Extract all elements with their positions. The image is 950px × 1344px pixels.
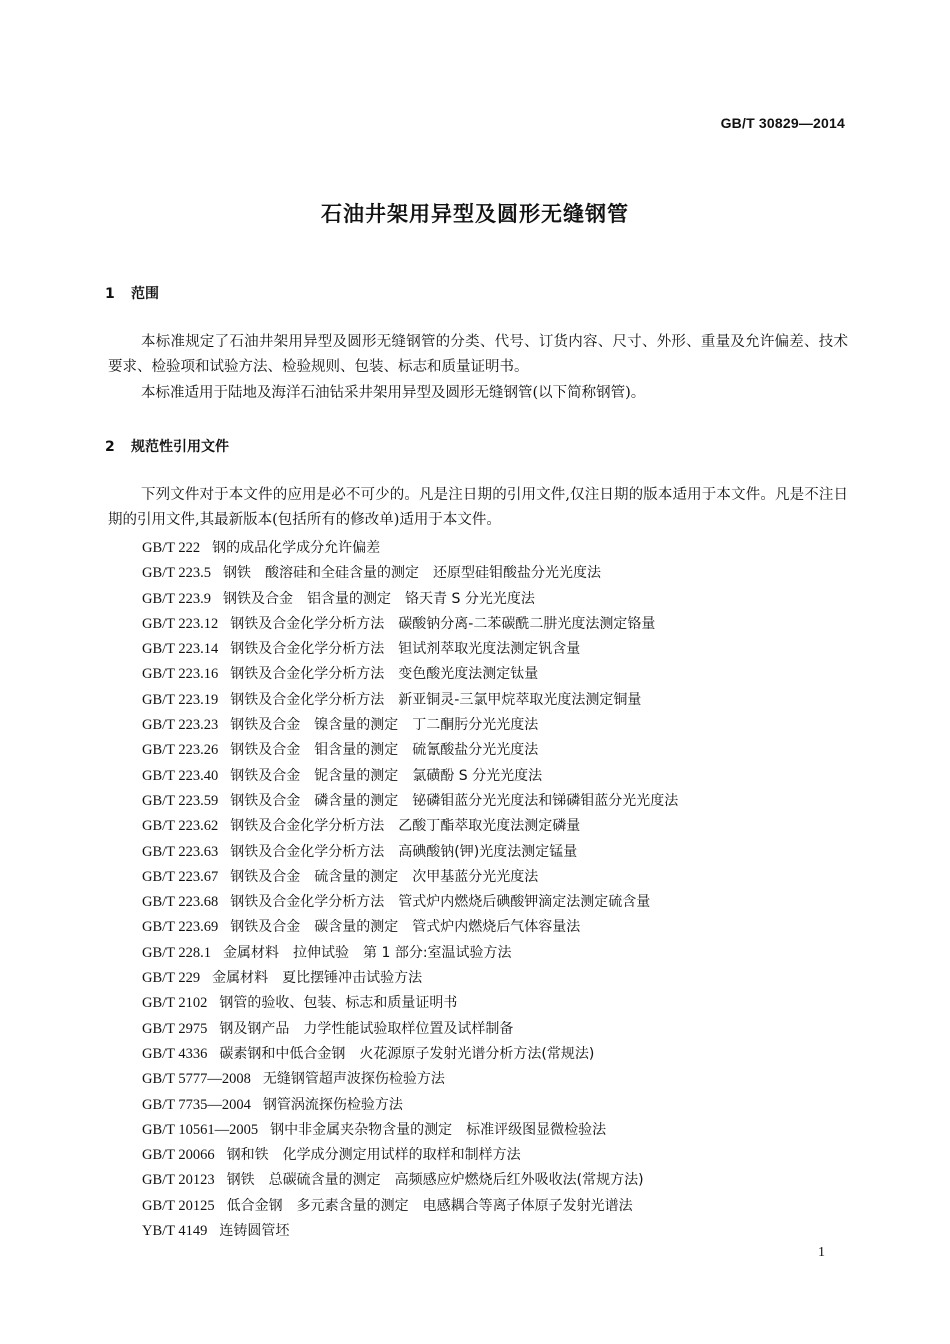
reference-code: GB/T 20066: [142, 1147, 215, 1164]
standard-code: GB/T 30829—2014: [720, 115, 845, 131]
reference-title: 钢的成品化学成分允许偏差: [212, 540, 381, 556]
document-title: 石油井架用异型及圆形无缝钢管: [321, 202, 629, 226]
section-2-heading: [105, 436, 229, 456]
reference-title: 钢铁及合金化学分析方法 高碘酸钠(钾)光度法测定锰量: [230, 843, 578, 860]
section-1-title: 范围: [131, 286, 159, 302]
reference-code: GB/T 20125: [142, 1197, 215, 1214]
reference-item: [142, 561, 842, 586]
reference-title: 钢铁及合金 钼含量的测定 硫氰酸盐分光光度法: [230, 742, 539, 759]
reference-title: 钢铁及合金 镍含量的测定 丁二酮肟分光光度法: [230, 717, 539, 734]
reference-code: GB/T 7735—2004: [142, 1096, 251, 1113]
section-2-title: 规范性引用文件: [131, 439, 229, 455]
reference-code: GB/T 4336: [142, 1045, 208, 1062]
reference-item: [142, 1017, 842, 1042]
reference-item: [142, 713, 842, 738]
reference-title: 钢铁及合金 碳含量的测定 管式炉内燃烧后气体容量法: [230, 919, 581, 936]
reference-item: [142, 814, 842, 839]
reference-title: 钢铁 酸溶硅和全硅含量的测定 还原型硅钼酸盐分光光度法: [223, 565, 602, 582]
section-1-heading: [105, 283, 159, 303]
page-number: 1: [818, 1245, 825, 1260]
reference-code: GB/T 223.12: [142, 615, 219, 632]
reference-item: [142, 1219, 842, 1244]
reference-item: [142, 890, 842, 915]
reference-item: [142, 1143, 842, 1168]
reference-title: 钢铁及合金化学分析方法 新亚铜灵-三氯甲烷萃取光度法测定铜量: [230, 691, 642, 708]
reference-item: [142, 688, 842, 713]
reference-title: 钢铁 总碳硫含量的测定 高频感应炉燃烧后红外吸收法(常规方法): [226, 1172, 644, 1189]
reference-code: GB/T 223.26: [142, 742, 219, 759]
reference-item: [142, 840, 842, 865]
reference-code: GB/T 223.19: [142, 691, 219, 708]
reference-title: 钢铁及合金化学分析方法 管式炉内燃烧后碘酸钾滴定法测定硫含量: [230, 894, 651, 911]
reference-code: GB/T 223.62: [142, 818, 219, 835]
reference-item: [142, 587, 842, 612]
reference-item: [142, 966, 842, 991]
reference-code: GB/T 223.59: [142, 792, 219, 809]
reference-code: GB/T 222: [142, 540, 201, 556]
reference-code: GB/T 2102: [142, 995, 208, 1012]
reference-title: 钢和铁 化学成分测定用试样的取样和制样方法: [226, 1147, 521, 1164]
reference-title: 钢铁及合金 磷含量的测定 铋磷钼蓝分光光度法和锑磷钼蓝分光光度法: [230, 792, 679, 809]
reference-title: 钢管涡流探伤检验方法: [262, 1096, 403, 1113]
reference-item: [142, 991, 842, 1016]
reference-item: [142, 915, 842, 940]
section-1-number: 1: [105, 286, 115, 302]
reference-code: GB/T 20123: [142, 1172, 215, 1189]
reference-item: [142, 789, 842, 814]
reference-code: GB/T 223.69: [142, 919, 219, 936]
reference-title: 碳素钢和中低合金钢 火花源原子发射光谱分析方法(常规法): [219, 1045, 595, 1062]
reference-item: [142, 738, 842, 763]
reference-code: GB/T 223.40: [142, 767, 219, 784]
reference-title: 金属材料 拉伸试验 第 1 部分:室温试验方法: [223, 944, 512, 961]
references-intro-paragraph: 下列文件对于本文件的应用是必不可少的。凡是注日期的引用文件,仅注日期的版本适用于本文件。凡是不注日期的引用文件,其最新版本(包括所有的修改单)适用于本文件。: [108, 487, 848, 528]
reference-item: [142, 1093, 842, 1118]
reference-code: GB/T 223.5: [142, 565, 212, 582]
reference-code: GB/T 223.16: [142, 666, 219, 683]
reference-title: 钢铁及合金 铌含量的测定 氯磺酚 S 分光光度法: [230, 767, 543, 784]
reference-title: 金属材料 夏比摆锤冲击试验方法: [212, 970, 423, 987]
reference-code: GB/T 223.23: [142, 717, 219, 734]
reference-title: 钢管的验收、包装、标志和质量证明书: [219, 995, 458, 1012]
reference-title: 钢铁及合金 铝含量的测定 铬天青 S 分光光度法: [223, 590, 535, 607]
reference-code: GB/T 223.14: [142, 641, 219, 658]
reference-item: [142, 1118, 842, 1143]
reference-item: [142, 612, 842, 637]
reference-code: GB/T 228.1: [142, 944, 212, 961]
reference-title: 钢铁及合金化学分析方法 变色酸光度法测定钛量: [230, 666, 539, 683]
reference-code: YB/T 4149: [142, 1223, 208, 1240]
reference-item: [142, 662, 842, 687]
reference-code: GB/T 223.68: [142, 894, 219, 911]
reference-item: [142, 1168, 842, 1193]
reference-title: 无缝钢管超声波探伤检验方法: [262, 1071, 445, 1088]
reference-title: 低合金钢 多元素含量的测定 电感耦合等离子体原子发射光谱法: [226, 1197, 633, 1214]
reference-code: GB/T 5777—2008: [142, 1071, 251, 1088]
reference-item: [142, 941, 842, 966]
reference-item: [142, 1067, 842, 1092]
reference-list: [142, 536, 842, 1244]
reference-code: GB/T 223.63: [142, 843, 219, 860]
reference-code: GB/T 229: [142, 970, 201, 987]
reference-title: 钢铁及合金 硫含量的测定 次甲基蓝分光光度法: [230, 868, 539, 885]
reference-code: GB/T 10561—2005: [142, 1121, 259, 1138]
reference-item: [142, 536, 842, 561]
reference-code: GB/T 223.9: [142, 590, 212, 607]
reference-code: GB/T 223.67: [142, 868, 219, 885]
reference-title: 钢铁及合金化学分析方法 乙酸丁酯萃取光度法测定磷量: [230, 818, 581, 835]
reference-title: 钢铁及合金化学分析方法 钽试剂萃取光度法测定钒含量: [230, 641, 581, 658]
reference-item: [142, 1194, 842, 1219]
reference-title: 钢及钢产品 力学性能试验取样位置及试样制备: [219, 1020, 514, 1037]
reference-item: [142, 637, 842, 662]
section-2-number: 2: [105, 439, 115, 455]
scope-paragraph-1: 本标准规定了石油井架用异型及圆形无缝钢管的分类、代号、订货内容、尺寸、外形、重量及允许偏差、技术要求、检验项和试验方法、检验规则、包装、标志和质量证明书。: [108, 334, 848, 375]
reference-title: 连铸圆管坯: [219, 1223, 290, 1240]
reference-item: [142, 764, 842, 789]
reference-item: [142, 865, 842, 890]
reference-title: 钢中非金属夹杂物含量的测定 标准评级图显微检验法: [270, 1121, 607, 1138]
reference-item: [142, 1042, 842, 1067]
reference-code: GB/T 2975: [142, 1020, 208, 1037]
reference-title: 钢铁及合金化学分析方法 碳酸钠分离-二苯碳酰二肼光度法测定铬量: [230, 615, 656, 632]
scope-paragraph-2: 本标准适用于陆地及海洋石油钻采井架用异型及圆形无缝钢管(以下简称钢管)。: [141, 385, 646, 401]
